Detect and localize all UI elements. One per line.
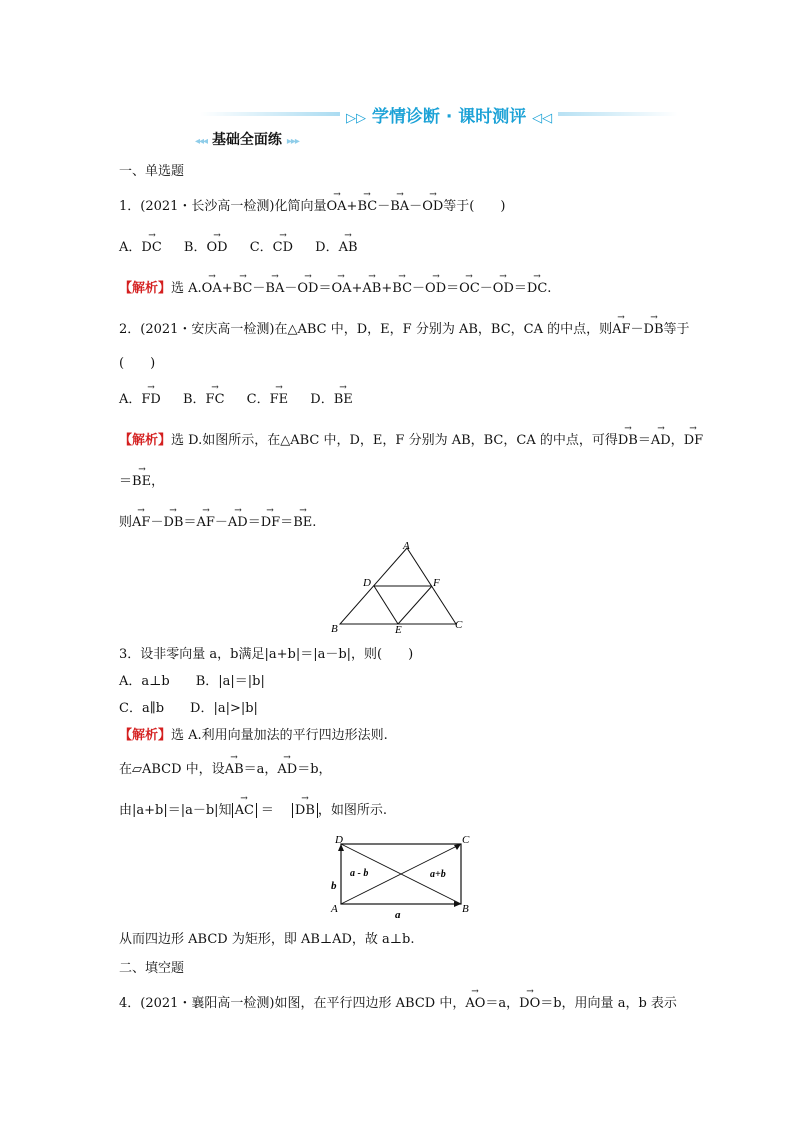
q1-answer-op: ＝ xyxy=(513,281,527,296)
q1-answer-vec: → OD xyxy=(297,281,318,296)
q4-prefix: 4．(2021・襄阳高一检测)如图，在平行四边形 ABCD 中， xyxy=(119,996,466,1011)
q2-option-a: A．→ FD xyxy=(119,392,161,407)
q1-suffix: 等于( ) xyxy=(443,199,506,214)
q2-option-d: D．→ BE xyxy=(310,392,352,407)
q3-options-row-2 xyxy=(119,697,258,716)
label-a-plus-b: a+b xyxy=(430,869,446,880)
q2-vec-2: → DB xyxy=(644,322,664,337)
label-b: b xyxy=(331,880,337,892)
q3-answer-line-3 xyxy=(119,799,387,818)
q4-vec-1: → AO xyxy=(465,996,485,1011)
question-3: 3．设非零向量 a，b满足|a+b|＝|a－b|，则( ) xyxy=(119,647,414,662)
q1-op-1: + xyxy=(346,199,358,214)
label-f: F xyxy=(433,577,440,589)
question-2 xyxy=(119,318,690,337)
q1-vec-3: → BA xyxy=(390,199,409,214)
rectangle-figure xyxy=(326,832,474,922)
q2-prefix: 2．(2021・安庆高一检测)在△ABC 中，D，E，F 分别为 AB，BC，CA 的中点，则 xyxy=(119,322,613,337)
label-c: C xyxy=(455,619,463,631)
q2-option-b: B．→ FC xyxy=(183,392,225,407)
q3-ans2-lead: 在▱ABCD 中，设 xyxy=(119,762,225,777)
q2-answer-vec: → AF xyxy=(196,515,214,530)
q1-answer-op: + xyxy=(351,281,363,296)
q1-answer-vec: → OA xyxy=(202,281,222,296)
q1-answer xyxy=(119,277,551,296)
banner-title: 学情诊断 · 课时测评 xyxy=(371,107,527,127)
q3-options-row-1 xyxy=(119,670,265,689)
sub-banner xyxy=(195,129,299,149)
sub-banner-title: 基础全面练 xyxy=(211,132,282,148)
q1-answer-vec: → AB xyxy=(362,281,381,296)
q2-answer-vec: → DF xyxy=(261,515,280,530)
q3-option-a: A．a⊥b xyxy=(119,674,170,689)
q1-op-2: － xyxy=(377,199,391,214)
q1-answer-op: + xyxy=(221,281,233,296)
q3-ans3-end: ，如图所示. xyxy=(317,803,388,818)
q2-answer-op: － xyxy=(214,515,228,530)
q1-answer-vec: → OD xyxy=(425,281,446,296)
q1-option-b: B．→ OD xyxy=(184,240,228,255)
q2-ans2-end: ， xyxy=(151,474,165,489)
q2-option-c: C．→ FE xyxy=(247,392,288,407)
q1-answer-vec: → BA xyxy=(265,281,284,296)
q2-answer-vec: → DB xyxy=(163,515,183,530)
q1-answer-op: + xyxy=(381,281,393,296)
q3-ans2-vec-2: → AD xyxy=(277,762,297,777)
q2-options xyxy=(119,388,353,407)
banner-left-arrow-icon: ▷▷ xyxy=(346,111,366,126)
q3-abs-ac xyxy=(232,803,257,818)
q2-answer-line-3 xyxy=(119,511,316,530)
q3-ans3-mid: ＝ xyxy=(260,803,274,818)
label-b: B xyxy=(331,623,338,634)
q2-ans3-terms xyxy=(132,515,312,530)
q2-ans3-lead: 则 xyxy=(119,515,133,530)
q1-answer-vec: → DC xyxy=(527,281,547,296)
q2-ans-vec-1: → DB xyxy=(618,433,638,448)
q1-answer-terms xyxy=(202,281,548,296)
left-dots-icon: ◂◂◂ xyxy=(195,136,208,147)
q2-answer-op: － xyxy=(150,515,164,530)
q2-answer-op: ＝ xyxy=(280,515,294,530)
q2-answer-vec: → AF xyxy=(132,515,150,530)
q3-conclusion: 从而四边形 ABCD 为矩形，即 AB⊥AD，故 a⊥b. xyxy=(119,932,415,947)
q1-answer-vec: → OA xyxy=(331,281,351,296)
label-e: E xyxy=(395,624,402,634)
q3-abs-db xyxy=(292,803,318,818)
q2-answer-text: 选 D.如图所示，在△ABC 中，D，E，F 分别为 AB，BC，CA 的中点，可得 xyxy=(171,433,618,448)
q2-ans2-vec: → BE xyxy=(132,474,151,489)
q1-answer-op: ＝ xyxy=(446,281,460,296)
label-d: D xyxy=(363,577,371,589)
q3-answer-line-2 xyxy=(119,758,332,777)
q1-answer-op: ＝ xyxy=(318,281,332,296)
q2-answer-line-1 xyxy=(119,429,703,448)
q1-answer-tag: 【解析】 xyxy=(119,281,172,296)
q1-answer-op: － xyxy=(284,281,298,296)
q3-ans2-vec-1: → AB xyxy=(225,762,244,777)
q1-answer-vec: → BC xyxy=(392,281,412,296)
q1-vec-2: → BC xyxy=(357,199,377,214)
q3-ans3-vec-1: → AC xyxy=(235,803,254,818)
section-heading-1: 一、单选题 xyxy=(119,164,185,179)
q3-answer-text: 选 A.利用向量加法的平行四边形法则. xyxy=(171,728,388,743)
label-a: A xyxy=(403,540,410,552)
q2-answer-op: ＝ xyxy=(247,515,261,530)
q1-option-c: C．→ CD xyxy=(250,240,293,255)
label-a: a xyxy=(395,909,401,921)
q1-prefix: 1．(2021・长沙高一检测)化简向量 xyxy=(119,199,327,214)
q2-ans-vec-2: → AD xyxy=(651,433,671,448)
q2-answer-vec: → AD xyxy=(228,515,248,530)
segment-fe xyxy=(398,586,432,624)
q3-ans3-vec-2: → DB xyxy=(295,803,315,818)
q2-vec-1: → AF xyxy=(612,322,630,337)
q1-answer-vec: → OC xyxy=(459,281,480,296)
q1-op-3: － xyxy=(409,199,423,214)
q1-answer-op: － xyxy=(479,281,493,296)
section-heading-2: 二、填空题 xyxy=(119,961,185,976)
q3-ans2-end: ＝b， xyxy=(297,762,332,777)
q1-vec-1: → OA xyxy=(327,199,347,214)
rect-label-b: B xyxy=(462,903,469,915)
segment-de xyxy=(374,586,398,624)
q2-suffix: 等于 xyxy=(663,322,690,337)
question-1 xyxy=(119,195,505,214)
q2-answer-line-2 xyxy=(119,470,164,489)
q2-ans-comma: ， xyxy=(670,433,684,448)
triangle-figure xyxy=(325,538,465,634)
q4-mid: ＝a， xyxy=(485,996,520,1011)
q2-line-2: ( ) xyxy=(119,356,156,371)
q1-answer-end: . xyxy=(547,281,552,296)
question-4 xyxy=(119,992,677,1011)
q2-answer-tag: 【解析】 xyxy=(119,433,172,448)
rect-label-c: C xyxy=(462,834,470,846)
q3-option-c: C．a∥b xyxy=(119,701,165,716)
q1-option-a: A．→ DC xyxy=(119,240,162,255)
rect-label-d: D xyxy=(335,834,343,846)
q1-answer-op: － xyxy=(412,281,426,296)
right-dots-icon: ▸▸▸ xyxy=(286,136,299,147)
q4-vec-2: → DO xyxy=(519,996,540,1011)
q3-option-b: B．|a|＝|b| xyxy=(195,674,265,689)
q2-answer-vec: → BE xyxy=(293,515,312,530)
q2-op-1: － xyxy=(630,322,644,337)
q2-answer-op: ＝ xyxy=(183,515,197,530)
q2-ans-vec-3: → DF xyxy=(684,433,703,448)
q1-answer-vec: → BC xyxy=(233,281,253,296)
q2-ans-eq: ＝ xyxy=(637,433,651,448)
q2-ans2-eq: ＝ xyxy=(119,474,133,489)
q3-answer-tag: 【解析】 xyxy=(119,728,172,743)
q3-option-d: D．|a|>|b| xyxy=(190,701,258,716)
q1-answer-vec: → OD xyxy=(493,281,514,296)
q1-answer-op: － xyxy=(252,281,266,296)
q1-answer-lead: 选 A. xyxy=(171,281,202,296)
q3-answer-line-1 xyxy=(119,724,388,743)
q3-ans3-lead: 由|a+b|＝|a－b|知 xyxy=(119,803,232,818)
q2-ans3-end: . xyxy=(312,515,317,530)
label-a-minus-b: a - b xyxy=(350,868,369,879)
banner xyxy=(340,102,558,127)
q3-ans2-mid: ＝a， xyxy=(243,762,278,777)
q4-end: ＝b，用向量 a，b 表示 xyxy=(540,996,677,1011)
rect-label-a: A xyxy=(331,903,338,915)
q1-option-d: D．→ AB xyxy=(315,240,357,255)
q1-vec-4: → OD xyxy=(422,199,443,214)
banner-right-arrow-icon: ◁◁ xyxy=(532,111,553,126)
q1-options xyxy=(119,236,358,255)
